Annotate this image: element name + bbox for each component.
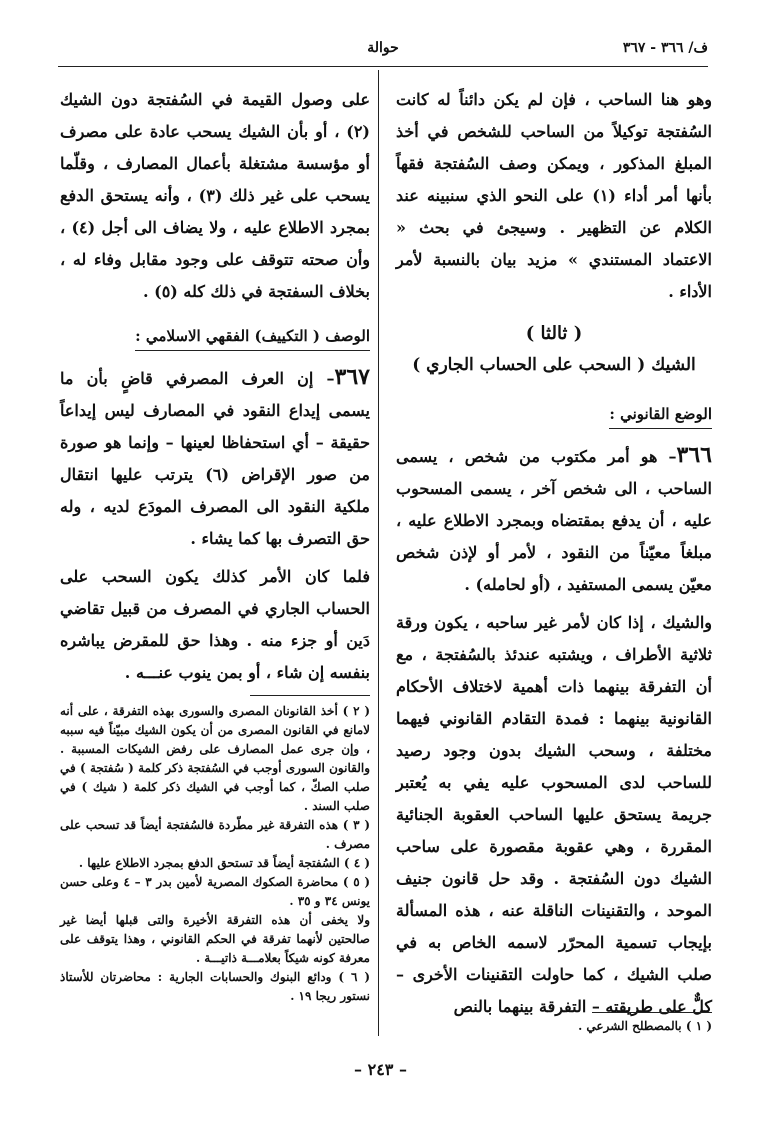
header-rule xyxy=(58,66,708,67)
footnote-4: ( ٤ ) السُفتجة أيضاً قد تستحق الدفع بمجرد الاطلاع عليها . xyxy=(78,856,370,870)
withdrawal-paragraph: فلما كان الأمر كذلك يكون السحب على الحساب الجاري في المصرف من قبيل تقاضي دَين أو جزء منه . وهذا حق للمقرض يباشره بنفسه إن شاء ، أو بمن ينوب عنـــه . xyxy=(60,567,370,682)
section-number: ( ثالثا ) xyxy=(525,323,583,344)
footnote-2: ( ٢ ) أخذ القانونان المصرى والسورى بهذه التفرقة ، على أنه لامانع في القانون المصرى من أن يكون الشيك مبيّناً فيه سببه ، وإن جرى عمل المصارف على رفض الشيكات المسببة . والقانون السورى أوجب في السُفتجة ذكر كلمة ( سُفتجة ) في صلب الصكّ ، كما أوجب في الشيك ذكر كلمة ( شيك ) في صلب السند . xyxy=(60,704,370,813)
left-column xyxy=(60,84,370,1006)
continuation-paragraph: على وصول القيمة في السُفتجة دون الشيك (٢) ، أو بأن الشيك يسحب عادة على مصرف أو مؤسسة مشتغلة بأعمال المصارف ، وقلّما يسحب على غير ذلك (٣) ، وأنه يستحق الدفع بمجرد الاطلاع عليه ، ولا يضاف الى أجل (٤) ، وأن صحته تتوقف على وجود مقابل وفاء له ، بخلاف السفتجة في ذلك كله (٥) . xyxy=(60,90,370,301)
left-footnotes xyxy=(60,702,370,1006)
footnote-3: ( ٣ ) هذه التفرقة غير مطّردة فالسُفتجة أيضاً قد تسحب على مصرف . xyxy=(60,818,370,851)
page-header xyxy=(58,40,708,64)
intro-paragraph: وهو هنا الساحب ، فإن لم يكن دائناً له كانت السُفتجة توكيلاً من الساحب للشخص في أخذ المبلغ المذكور ، ويمكن وصف السُفتجة فقهاً بأنها أمر أداء (١) على النحو الذي سنبينه عند الكلام عن التظهير . وسيجئ في بحث « الاعتماد المستندي » مزيد بيان بالنسبة لأمر الأداء . xyxy=(396,90,712,301)
footnote-rule xyxy=(250,695,370,696)
footnote-6: ( ٦ ) ودائع البنوك والحسابات الجارية : محاضرتان للأستاذ نستور ريجا ١٩ . xyxy=(60,970,371,1003)
paragraph-367-text: – إن العرف المصرفي قاضٍ بأن ما يسمى إيداع النقود في المصارف ليس إيداعاً حقيقة – أي استحفاظا لعينها – وإنما هو صورة من صور الإقراض (٦) يترتب عليها انتقال ملكية النقود الى المصرف المودَع لديه ، وله حق التصرف بها كما يشاء . xyxy=(60,369,371,548)
footnote-5-continued: ولا يخفى أن هذه التفرقة الأخيرة والتى قبلها أيضا غير صالحتين لأنهما تفرقة في الحكم القانوني ، وهذا يتوقف على معرفة كونه شيكاً بعلامـــة ذاتيـــة . xyxy=(60,913,370,965)
paragraph-number-367: ٣٦٧ xyxy=(334,364,370,390)
footnote-5: ( ٥ ) محاضرة الصكوك المصرية لأمين بدر ٣ – ٤ وعلى حسن يونس ٣٤ و ٣٥ . xyxy=(60,875,371,908)
running-title: حوالة xyxy=(367,40,399,56)
paragraph-367 xyxy=(60,361,370,555)
paragraph-366 xyxy=(396,439,712,601)
cheque-paragraph: والشيك ، إذا كان لأمر غير ساحبه ، يكون ورقة ثلاثية الأطراف ، ويشتبه عندئذ بالسُفتجة ، مع أن التفرقة بينهما ذات أهمية لاختلاف الأحكام القانونية بينهما : فمدة التقادم القانوني فيهما مختلفة ، وسحب الشيك بدون وجود رصيد للساحب لدى المسحوب عليه يفي به يُعتبر جريمة يستحق عليها الساحب العقوبة الجنائية المقررة ، وهي عقوبة مقصورة على ساحب الشيك دون السُفتجة . وقد حل قانون جنيف الموحد ، والتقنينات الناقلة عنه ، هذه المسألة بإيجاب تسمية المحرّر لاسمه الخاص به في صلب الشيك ، كما حاولت التقنينات الأخرى – كلٌّ على طريقته – التفرقة بينهما بالنص xyxy=(396,613,712,1016)
footnote-rule xyxy=(592,1012,712,1013)
section-title: الشيك ( السحب على الحساب الجاري ) xyxy=(412,355,696,375)
subheading-legal-status: الوضع القانوني : xyxy=(609,400,712,429)
paragraph-366-text: – هو أمر مكتوب من شخص ، يسمى الساحب ، الى شخص آخر ، يسمى المسحوب عليه ، أن يدفع بمقتضاه وبمجرد الاطلاع عليه ، مبلغاً معيّناً من النقود ، لأمر أو لإذن شخص معيّن يسمى المستفيد ، (أو لحامله) . xyxy=(396,447,712,594)
paragraph-number-366: ٣٦٦ xyxy=(676,442,712,468)
subheading-islamic-classification: الوصف ( التكييف) الفقهي الاسلامي : xyxy=(135,322,370,351)
column-divider xyxy=(378,70,379,1036)
footnote-1: ( ١ ) بالمصطلح الشرعي . xyxy=(578,1019,712,1033)
page-number: – ٢٤٣ – xyxy=(354,1060,407,1079)
right-footnotes xyxy=(396,1012,712,1033)
right-column xyxy=(396,84,712,1029)
paragraph-range: ف/ ٣٦٦ - ٣٦٧ xyxy=(622,40,708,56)
